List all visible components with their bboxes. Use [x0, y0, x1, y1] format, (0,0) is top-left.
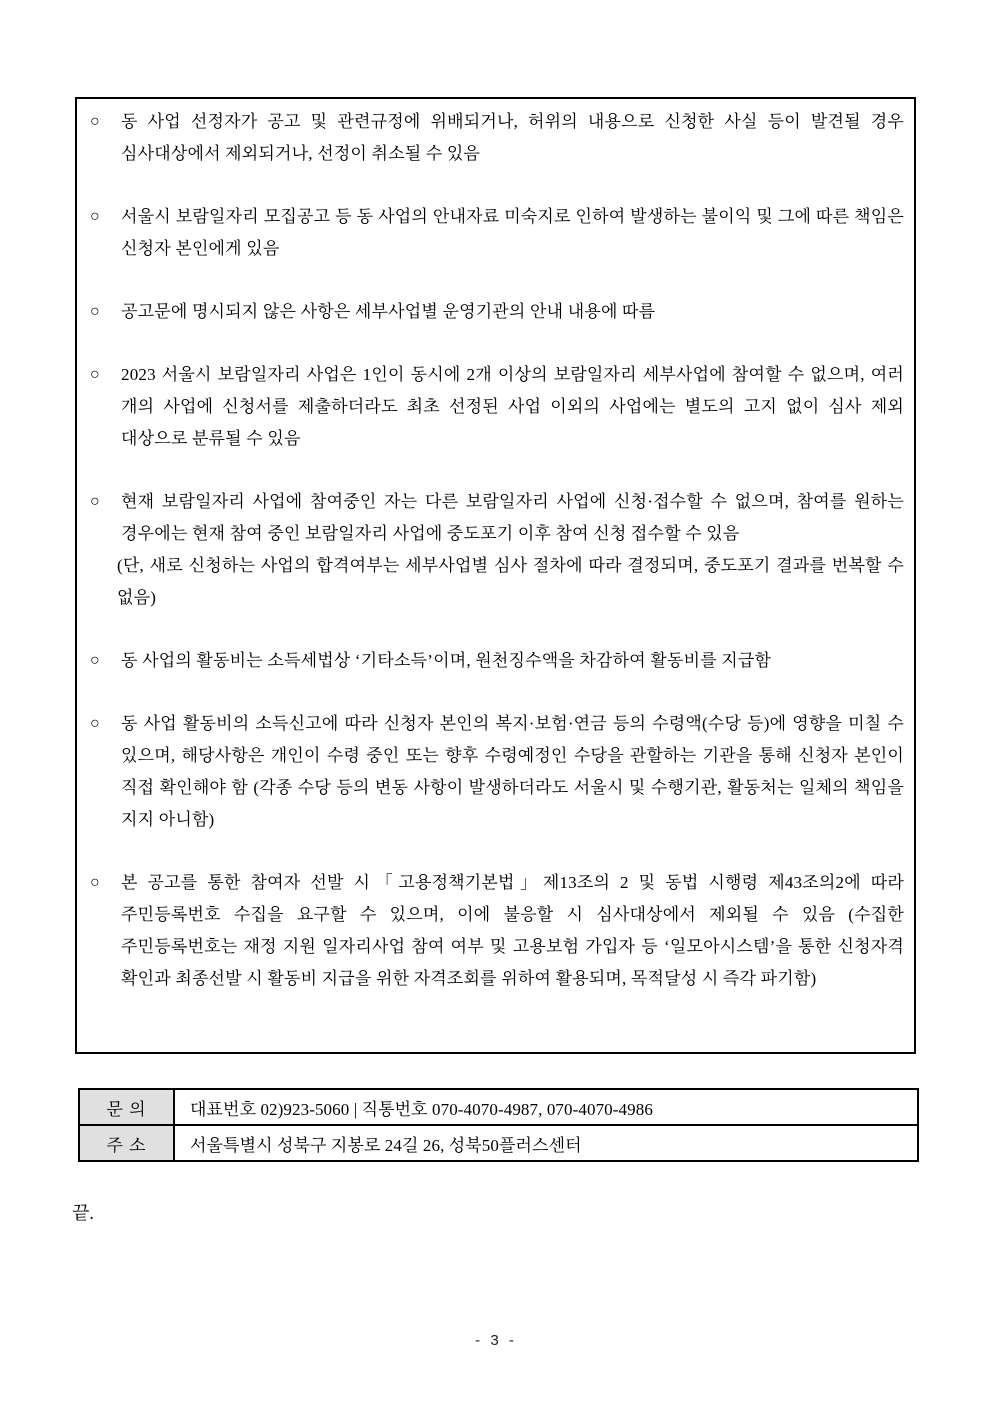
notice-item — [77, 296, 904, 328]
notice-item-note: (단, 새로 신청하는 사업의 합격여부는 세부사업별 심사 절차에 따라 결정되며, 중도포기 결과를 번복할 수 없음) — [117, 556, 904, 607]
circle-bullet-icon: ○ — [90, 208, 100, 225]
document-end-mark: 끝. — [72, 1203, 94, 1223]
contact-value-cell: 서울특별시 성북구 지봉로 24길 26, 성북50플러스센터 — [174, 1125, 918, 1161]
table-row-inquiry — [79, 1089, 918, 1125]
circle-bullet-icon: ○ — [90, 366, 100, 383]
contact-label-cell: 문 의 — [79, 1089, 174, 1125]
table-row-address — [79, 1125, 918, 1161]
circle-bullet-icon: ○ — [90, 874, 100, 891]
circle-bullet-icon: ○ — [90, 715, 100, 732]
notice-item-text: 서울시 보람일자리 모집공고 등 동 사업의 안내자료 미숙지로 인하여 발생하는 불이익 및 그에 따른 책임은 신청자 본인에게 있음 — [121, 207, 904, 258]
notice-item — [77, 201, 904, 265]
contact-value-cell: 대표번호 02)923-5060 | 직통번호 070-4070-4987, 070-4070-4986 — [174, 1089, 918, 1125]
contact-table — [78, 1088, 919, 1162]
notice-item-text: 공고문에 명시되지 않은 사항은 세부사업별 운영기관의 안내 내용에 따름 — [121, 302, 656, 321]
notice-item-text: 본 공고를 통한 참여자 선발 시「고용정책기본법」제13조의 2 및 동법 시행령 제43조의2에 따라 주민등록번호 수집을 요구할 수 있으며, 이에 불응할 시 심사대상에서 제외될 수 있음 (수집한 주민등록번호는 재정 지원 일자리사업 참여 여부 및 고용보험 가입자 등 ‘일모아시스템’을 통한 신청자격 확인과 최종선발 시 활동비 지급을 위한 자격조회를 위하여 활용되며, 목적달성 시 즉각 파기함) — [121, 873, 904, 988]
notice-item — [77, 708, 904, 836]
notice-item — [77, 359, 904, 455]
page-number: - 3 - — [475, 1332, 517, 1349]
notice-box — [75, 97, 916, 1054]
circle-bullet-icon: ○ — [90, 493, 100, 510]
notice-item — [77, 486, 904, 614]
notice-item — [77, 645, 904, 677]
circle-bullet-icon: ○ — [90, 303, 100, 320]
notice-item-text: 동 사업의 활동비는 소득세법상 ‘기타소득’이며, 원천징수액을 차감하여 활동비를 지급함 — [121, 651, 772, 670]
notice-item — [77, 867, 904, 995]
circle-bullet-icon: ○ — [90, 652, 100, 669]
circle-bullet-icon: ○ — [90, 113, 100, 130]
notice-item — [77, 106, 904, 170]
contact-label-cell: 주 소 — [79, 1125, 174, 1161]
notice-item-text: 동 사업 활동비의 소득신고에 따라 신청자 본인의 복지·보험·연금 등의 수령액(수당 등)에 영향을 미칠 수 있으며, 해당사항은 개인이 수령 중인 또는 향후 수령예정인 수당을 관할하는 기관을 통해 신청자 본인이 직접 확인해야 함 (각종 수당 등의 변동 사항이 발생하더라도 서울시 및 수행기관, 활동처는 일체의 책임을 지지 아니함) — [121, 714, 904, 829]
notice-item-text: 동 사업 선정자가 공고 및 관련규정에 위배되거나, 허위의 내용으로 신청한 사실 등이 발견될 경우 심사대상에서 제외되거나, 선정이 취소될 수 있음 — [121, 112, 904, 163]
notice-item-text: 2023 서울시 보람일자리 사업은 1인이 동시에 2개 이상의 보람일자리 세부사업에 참여할 수 없으며, 여러 개의 사업에 신청서를 제출하더라도 최초 선정된 사업 이외의 사업에는 별도의 고지 없이 심사 제외 대상으로 분류될 수 있음 — [121, 365, 904, 448]
notice-item-text: 현재 보람일자리 사업에 참여중인 자는 다른 보람일자리 사업에 신청·접수할 수 없으며, 참여를 원하는 경우에는 현재 참여 중인 보람일자리 사업에 중도포기 이후 참여 신청 접수할 수 있음 — [121, 492, 904, 543]
